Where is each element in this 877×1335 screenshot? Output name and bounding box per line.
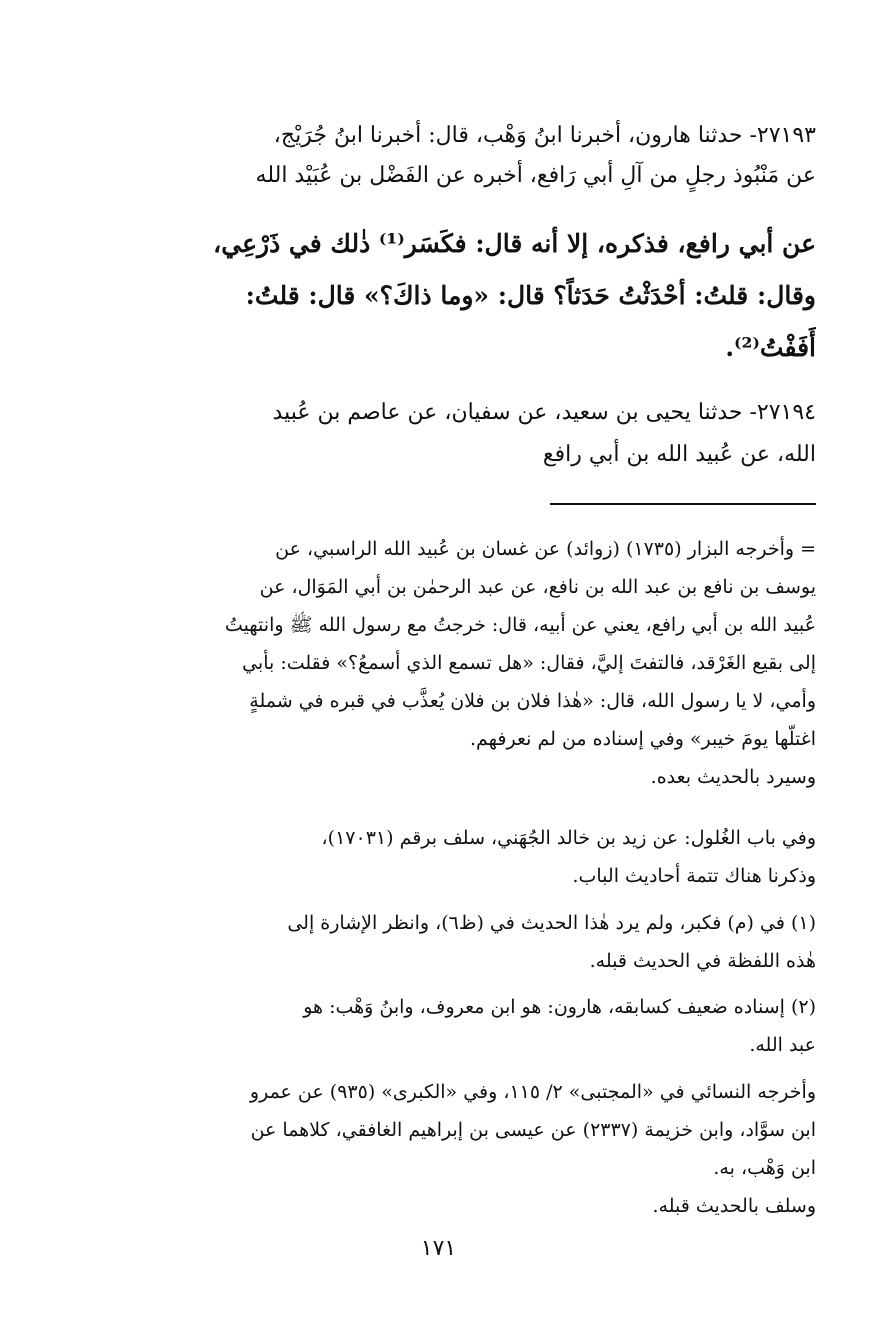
text-line: اغتلّها يومَ خيبر» وفي إسناده من لم نعرفهم. xyxy=(469,728,816,750)
text-line: (١) في (م) فكبر، ولم يرد هٰذا الحديث في (ظ٦)، وانظر الإشارة إلى xyxy=(287,912,816,934)
text-line: = وأخرجه البزار (١٧٣٥) (زوائد) عن غسان بن عُبيد الله الراسبي، عن xyxy=(275,538,816,560)
text-line: وأخرجه النسائي في «المجتبى» ٢/ ١١٥، وفي «الكبرى» (٩٣٥) عن عمرو xyxy=(249,1081,816,1103)
text-line: وسلف بالحديث قبله. xyxy=(652,1195,816,1217)
page-number: ١٧١ xyxy=(420,1236,457,1261)
hadith-27194 xyxy=(108,392,816,476)
text-line: الله، عن عُبيد الله بن أبي رافع xyxy=(542,442,816,467)
text-line: وأمي، لا يا رسول الله، قال: «هٰذا فلان بن فلان يُعذَّب في قبره في شملةٍ xyxy=(249,690,816,712)
footnote-ghulul xyxy=(108,819,816,895)
text-line: عن مَنْبُوذ رجلٍ من آلِ أبي رَافع، أخبره عن الفَضْل بن عُبَيْد الله xyxy=(255,163,816,188)
text-line: وفي باب الغُلول: عن زيد بن خالد الجُهَني، سلف برقم (١٧٠٣١)، xyxy=(321,827,816,849)
text-line: عبد الله. xyxy=(749,1034,816,1056)
text-line: وقال: قلتُ: أحْدَثْتُ حَدَثاً؟ قال: «وما ذاكَ؟» قال: قلتُ: xyxy=(245,281,816,310)
footnote-2 xyxy=(108,988,816,1064)
text-line: ابن سوَّاد، وابن خزيمة (٢٣٣٧) عن عيسى بن إبراهيم الغافقي، كلاهما عن xyxy=(250,1119,816,1141)
text-line: وذكرنا هناك تتمة أحاديث الباب. xyxy=(572,865,816,887)
footnote-continuation xyxy=(108,530,816,796)
text-line: عُبيد الله بن أبي رافع، يعني عن أبيه، قال: خرجتُ مع رسول الله ﷺ وانتهيتُ xyxy=(224,614,816,636)
text-line: ابن وَهْب، به. xyxy=(713,1157,816,1179)
text-line: وسيرد بالحديث بعده. xyxy=(650,766,816,788)
text-line: ٢٧١٩٣- حدثنا هارون، أخبرنا ابنُ وَهْب، قال: أخبرنا ابنُ جُرَيْج، xyxy=(273,123,816,148)
text-line: (٢) إسناده ضعيف كسابقه، هارون: هو ابن معروف، وابنُ وَهْب: هو xyxy=(303,996,816,1018)
text-line: إلى بقيع الغَرْقد، فالتفتَ إليَّ، فقال: «هل تسمع الذي أسمعُ؟» فقلت: بأبي xyxy=(242,652,816,674)
footnote-separator xyxy=(550,503,816,505)
footnote-nasai xyxy=(108,1073,816,1225)
hadith-27193-isnad xyxy=(108,116,816,196)
text-line: هٰذه اللفظة في الحديث قبله. xyxy=(589,950,816,972)
text-line: ٢٧١٩٤- حدثنا يحيى بن سعيد، عن سفيان، عن عاصم بن عُبيد xyxy=(272,400,816,425)
text-line: يوسف بن نافع بن عبد الله بن نافع، عن عبد الرحمٰن بن أبي المَوَال، عن xyxy=(259,576,816,598)
text-line: أَفَفْتُ⁽²⁾. xyxy=(725,333,816,362)
hadith-27193-matn xyxy=(108,218,816,374)
text-line: عن أبي رافع، فذكره، إلا أنه قال: فكَسَر⁽¹⁾ ذٰلك في ذَرْعِي، xyxy=(213,229,816,258)
footnote-1 xyxy=(108,904,816,980)
